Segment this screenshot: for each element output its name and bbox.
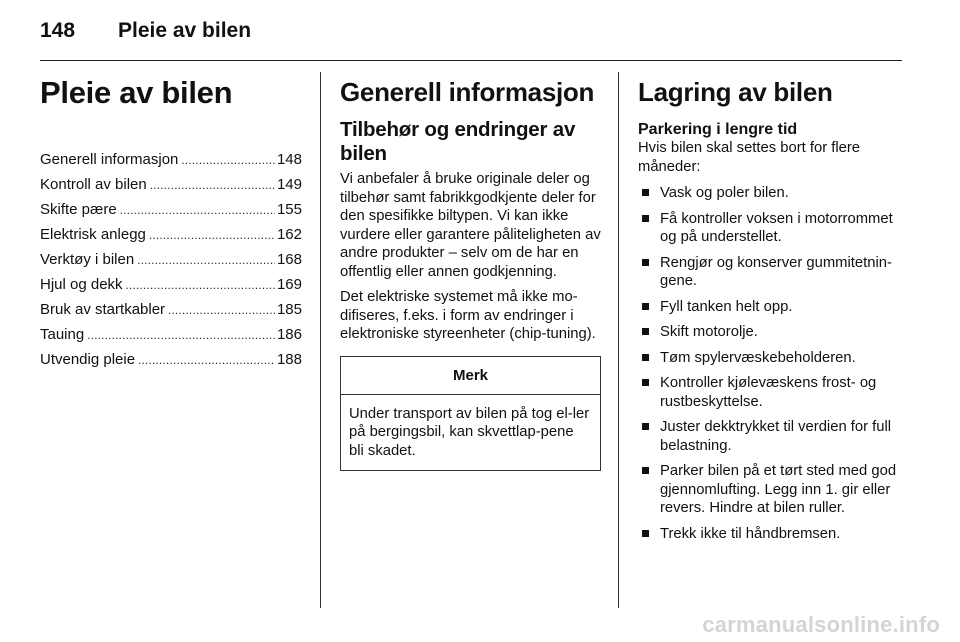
toc-label: Generell informasjon [40, 151, 179, 168]
list-item [638, 254, 902, 291]
bullet-icon [642, 328, 649, 335]
bullet-icon [642, 303, 649, 310]
watermark: carmanualsonline.info [702, 612, 940, 637]
list-item [638, 418, 902, 455]
toc-page: 188 [276, 351, 302, 368]
section-title: Generell informasjon [340, 77, 595, 107]
list-item-text: Rengjør og konserver gummitetnin-gene. [660, 254, 892, 289]
bullet-icon [642, 259, 649, 266]
toc-entry[interactable] [40, 223, 302, 248]
subsection-title: Parkering i lengre tid [638, 121, 798, 138]
toc-label: Skifte pære [40, 201, 117, 218]
running-title: Pleie av bilen [118, 19, 252, 42]
toc-entry[interactable] [40, 298, 302, 323]
table-of-contents [40, 148, 302, 373]
bullet-list [638, 184, 902, 543]
list-item [638, 323, 902, 342]
bullet-icon [642, 354, 649, 361]
toc-page: 148 [276, 151, 302, 168]
toc-page: 168 [276, 251, 302, 268]
toc-label: Utvendig pleie [40, 351, 136, 368]
list-item [638, 462, 902, 518]
list-item-text: Juster dekktrykket til verdien for full belastning. [660, 419, 892, 454]
paragraph: Det elektriske systemet må ikke mo-difiseres, f.eks. i form av endringer i elektroniske styreenheter (chip-tuning). [340, 289, 596, 342]
toc-label: Verktøy i bilen [40, 251, 135, 268]
list-item-text: Få kontroller voksen i motorrommet og på understellet. [660, 210, 893, 245]
chapter-title: Pleie av bilen [40, 75, 233, 110]
list-item-text: Tøm spylervæskebeholderen. [660, 349, 856, 366]
page-number: 148 [40, 19, 76, 42]
bullet-icon [642, 379, 649, 386]
list-item [638, 374, 902, 411]
column-divider-2 [618, 72, 619, 608]
toc-label: Tauing [40, 326, 85, 343]
toc-entry[interactable] [40, 173, 302, 198]
header-rule [40, 60, 902, 61]
toc-leader [126, 275, 275, 298]
paragraph: Vi anbefaler å bruke originale deler og tilbehør samt fabrikkgodkjente deler for den spesifikke biltypen. Vi kan ikke vurdere eller garantere påliteligheten av andre produkter – selv om de har en offentlig eller annen godkjenning. [340, 171, 601, 280]
list-item-text: Parker bilen på et tørt sted med god gjennomlufting. Legg inn 1. gir eller revers. Hindre at bilen ruller. [660, 463, 897, 516]
toc-leader [150, 175, 275, 198]
toc-entry[interactable] [40, 198, 302, 223]
column-divider-1 [320, 72, 321, 608]
toc-leader [149, 225, 275, 248]
section-title: Lagring av bilen [638, 77, 833, 107]
toc-leader [168, 300, 275, 323]
general-info-column [340, 70, 602, 471]
toc-page: 169 [276, 276, 302, 293]
toc-leader [181, 150, 275, 173]
storage-column [638, 70, 902, 550]
note-text: Under transport av bilen på tog el-ler på bergingsbil, kan skvettlap-pene bli skadet. [349, 405, 590, 459]
list-item [638, 349, 902, 368]
toc-label: Bruk av startkabler [40, 301, 166, 318]
bullet-icon [642, 467, 649, 474]
toc-leader [120, 200, 275, 223]
toc-leader [137, 250, 275, 273]
page-header [40, 16, 920, 52]
list-item-text: Kontroller kjølevæskens frost- og rustbeskyttelse. [660, 375, 877, 410]
list-item [638, 298, 902, 317]
toc-page: 185 [276, 301, 302, 318]
note-label: Merk [341, 357, 600, 395]
list-item [638, 525, 902, 544]
bullet-icon [642, 530, 649, 537]
toc-label: Hjul og dekk [40, 276, 123, 293]
toc-entry[interactable] [40, 248, 302, 273]
list-item-text: Trekk ikke til håndbremsen. [660, 525, 841, 542]
toc-page: 186 [276, 326, 302, 343]
chapter-column [40, 70, 302, 389]
toc-entry[interactable] [40, 323, 302, 348]
bullet-icon [642, 423, 649, 430]
bullet-icon [642, 215, 649, 222]
list-item-text: Skift motorolje. [660, 324, 758, 340]
toc-entry[interactable] [40, 148, 302, 173]
toc-page: 155 [276, 201, 302, 218]
bullet-icon [642, 189, 649, 196]
toc-leader [87, 325, 275, 348]
note-box [340, 356, 601, 472]
toc-label: Elektrisk anlegg [40, 226, 146, 243]
toc-page: 149 [276, 176, 302, 193]
toc-entry[interactable] [40, 348, 302, 373]
list-item [638, 184, 902, 203]
toc-label: Kontroll av bilen [40, 176, 147, 193]
list-item-text: Vask og poler bilen. [660, 185, 789, 201]
toc-page: 162 [276, 226, 302, 243]
list-item-text: Fyll tanken helt opp. [660, 298, 793, 315]
subsection-title: Tilbehør og endringer av bilen [340, 118, 576, 165]
list-item [638, 210, 902, 247]
toc-leader [138, 350, 275, 373]
toc-entry[interactable] [40, 273, 302, 298]
paragraph: Hvis bilen skal settes bort for flere måneder: [638, 140, 861, 175]
